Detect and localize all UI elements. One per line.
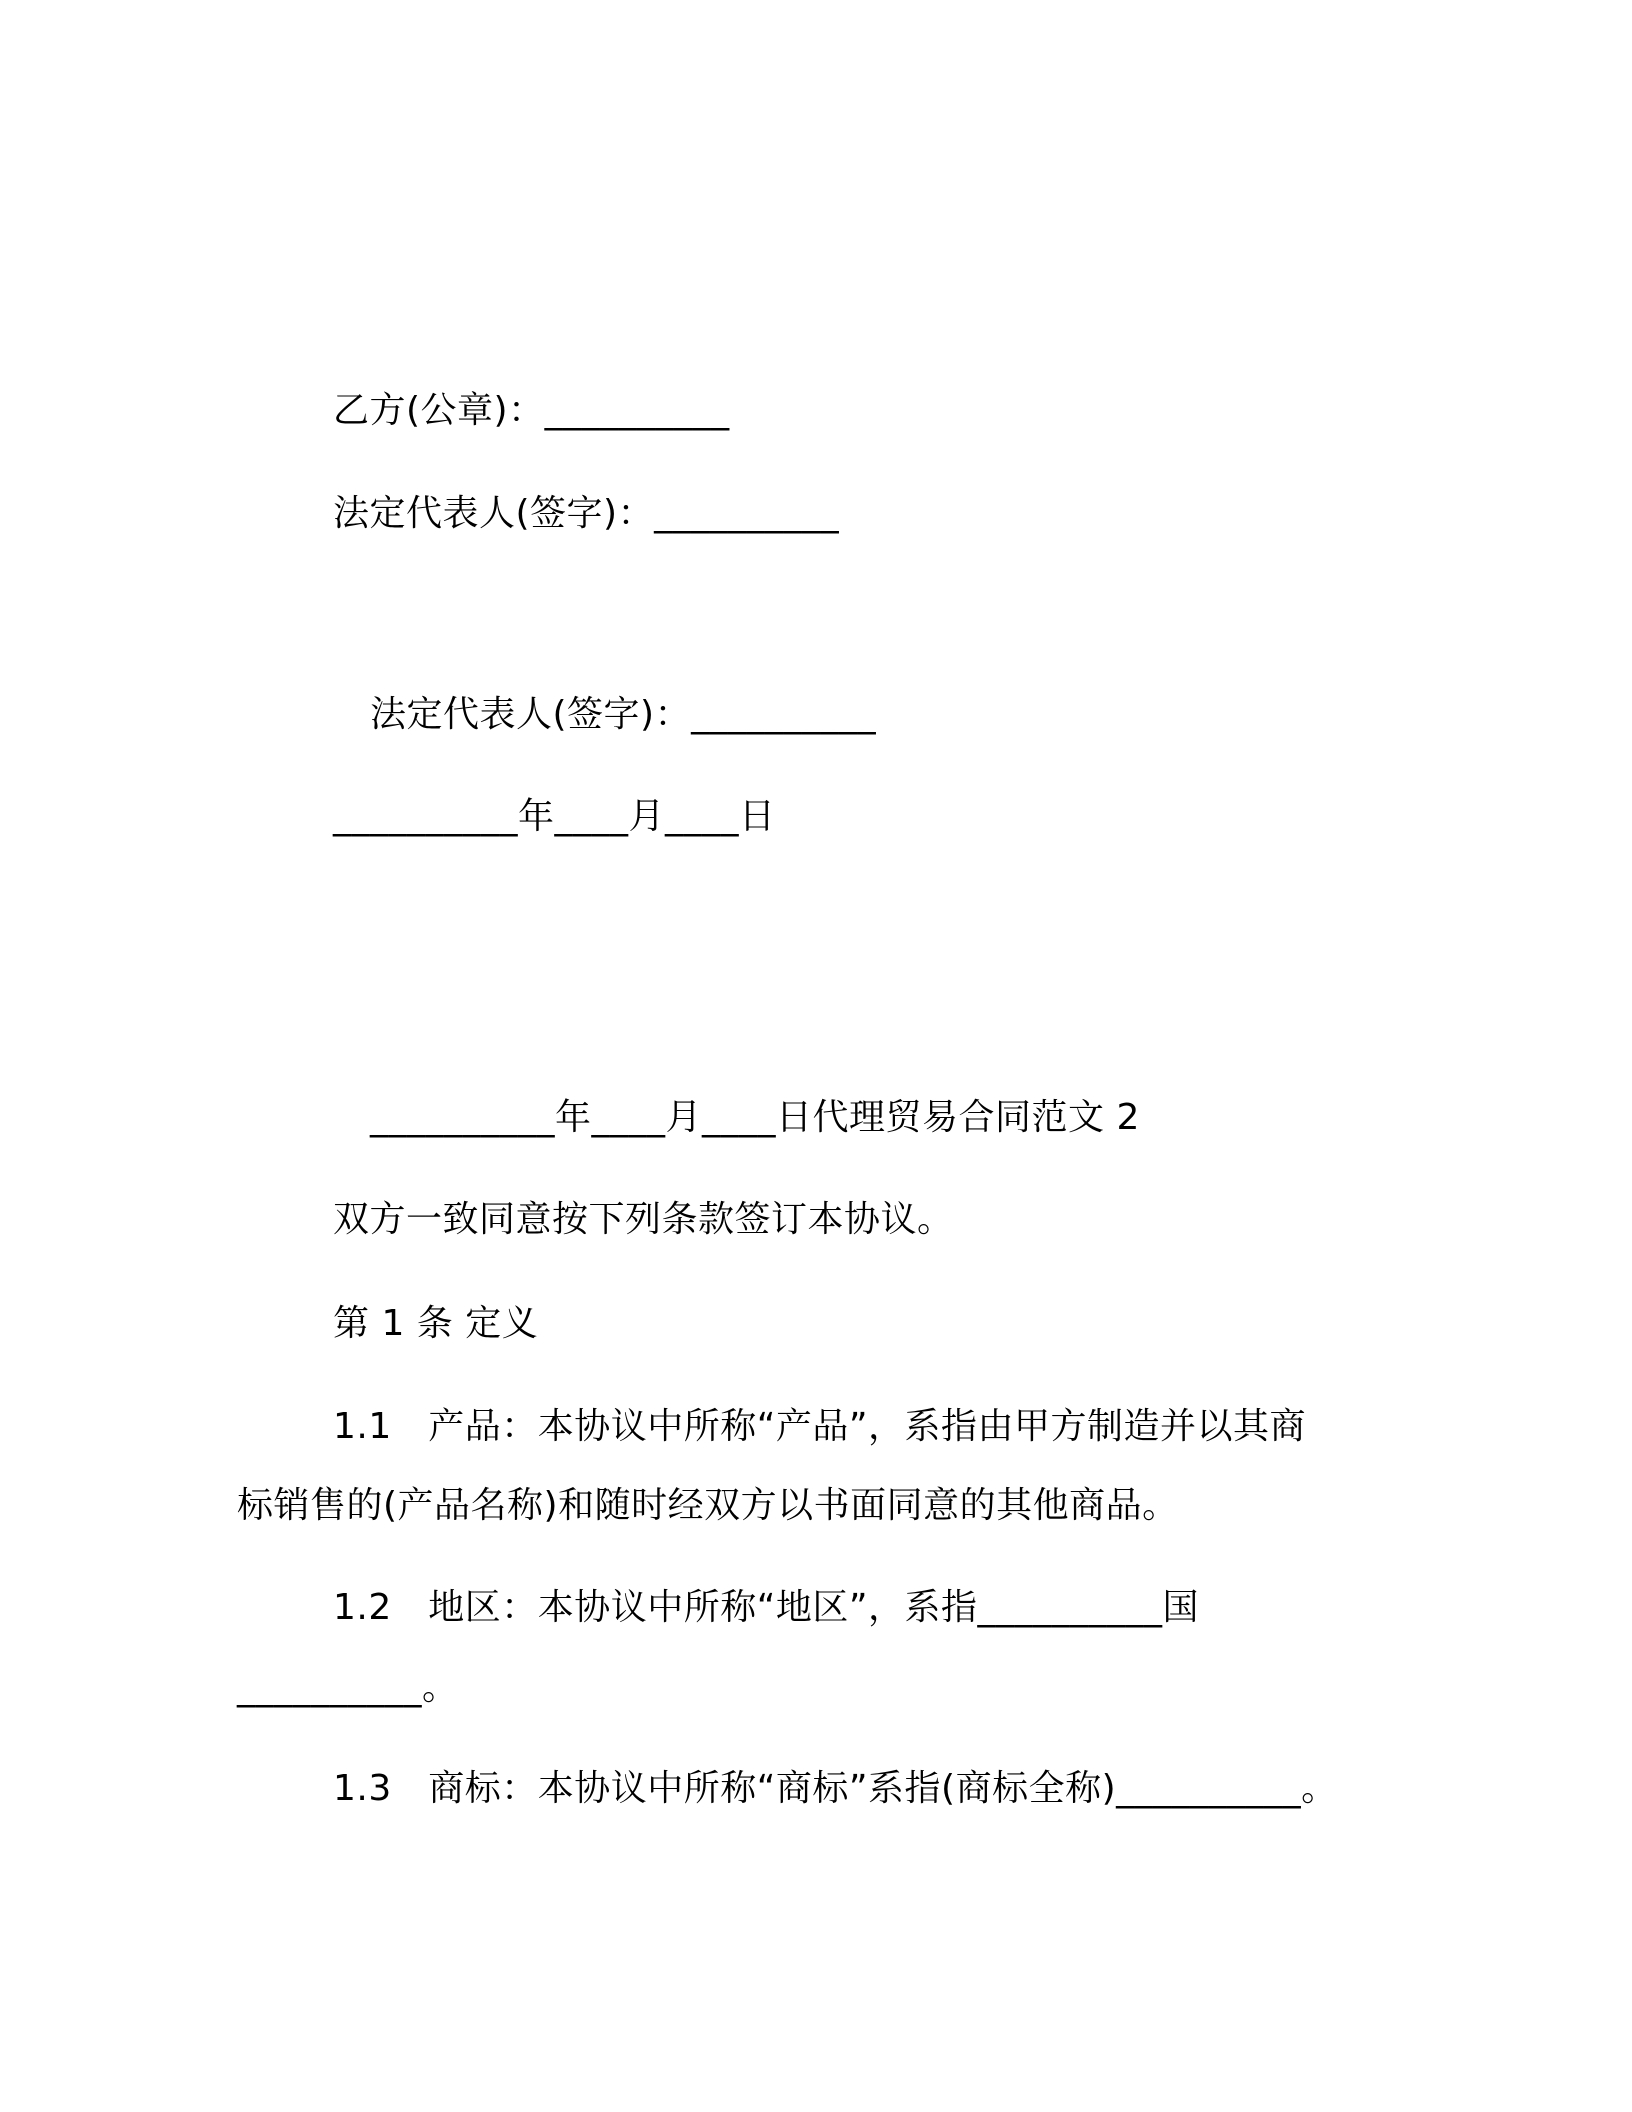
article-1-title: 第 1 条 定义 <box>333 1303 539 1344</box>
clause-1-1-line-1: 1.1 产品：本协议中所称“产品”，系指由甲方制造并以其商 <box>333 1406 1307 1447</box>
signature-date-line: __________年____月____日 <box>333 796 776 837</box>
clause-1-2-line-2: __________。 <box>237 1667 459 1708</box>
clause-1-2-line-1: 1.2 地区：本协议中所称“地区”，系指__________国 <box>333 1587 1200 1628</box>
party-b-seal-line: 乙方(公章)：__________ <box>333 390 730 431</box>
legal-representative-line-2: 法定代表人(签字)：__________ <box>370 694 877 735</box>
intro-paragraph: 双方一致同意按下列条款签订本协议。 <box>333 1199 954 1240</box>
clause-1-1-line-2: 标销售的(产品名称)和随时经双方以书面同意的其他商品。 <box>237 1485 1179 1526</box>
contract-heading-line: __________年____月____日代理贸易合同范文 2 <box>370 1097 1140 1138</box>
legal-representative-line-1: 法定代表人(签字)：__________ <box>333 493 840 534</box>
clause-1-3-line-1: 1.3 商标：本协议中所称“商标”系指(商标全称)__________。 <box>333 1768 1338 1809</box>
